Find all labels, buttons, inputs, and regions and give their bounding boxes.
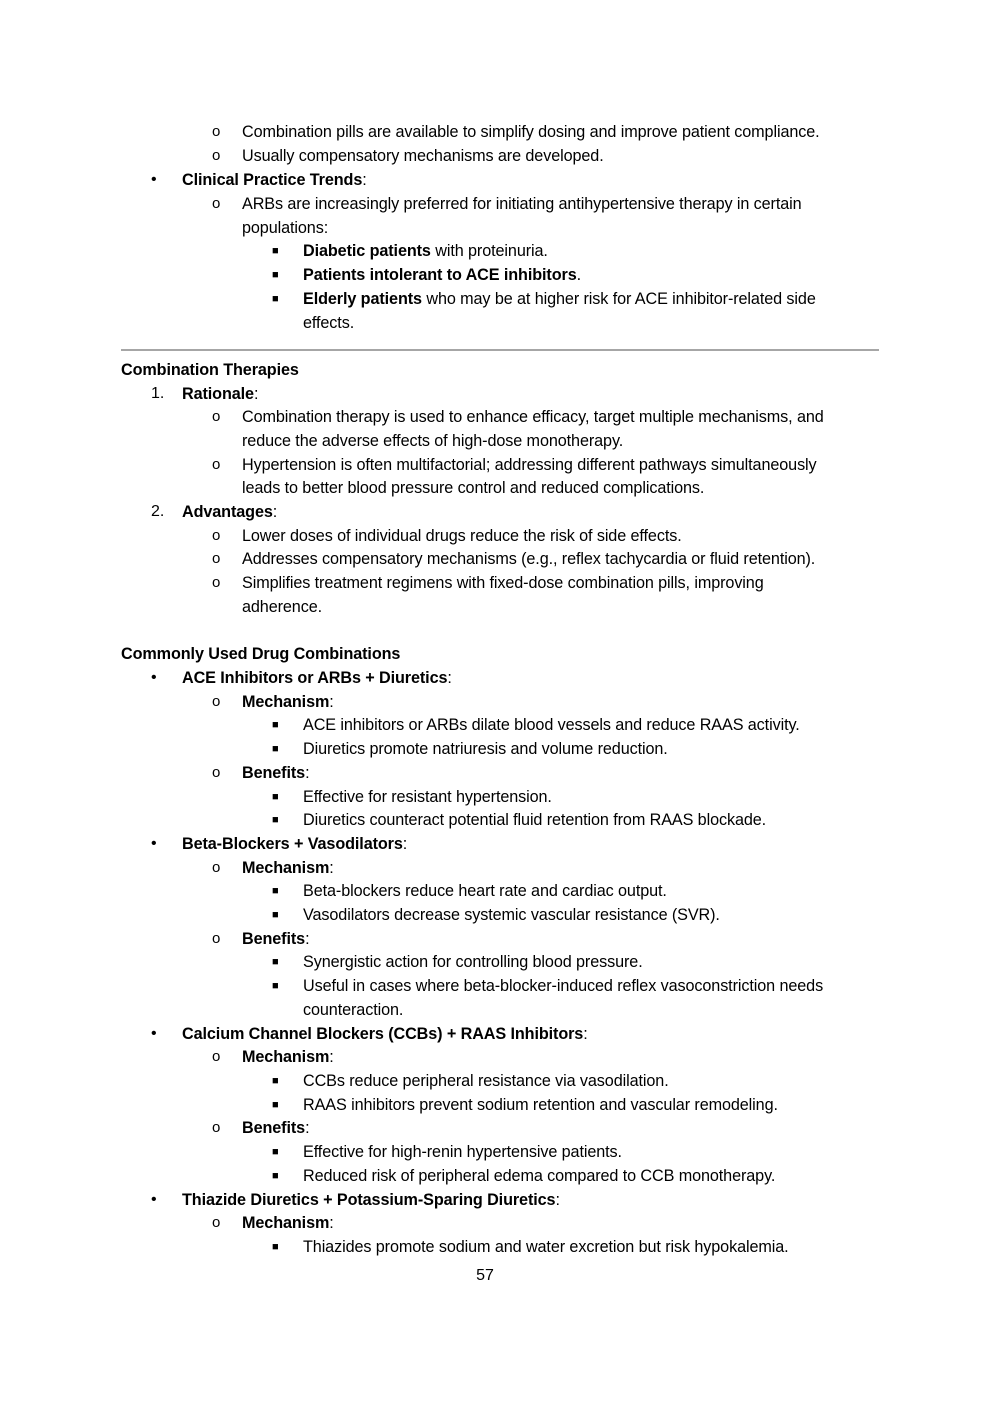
bullet-square: ■: [272, 1170, 279, 1182]
benefit-item: Diuretics counteract potential fluid retention from RAAS blockade.: [303, 811, 767, 829]
rationale-line: leads to better blood pressure control and reduced complications.: [242, 479, 705, 497]
intro-item: Combination pills are available to simplify dosing and improve patient compliance.: [242, 123, 820, 141]
bullet-circle: o: [212, 764, 221, 781]
benefits-heading: Benefits:: [242, 764, 310, 782]
bullet-circle: o: [212, 550, 221, 567]
trends-heading: [182, 170, 367, 190]
trends-item-continuation: effects.: [303, 314, 355, 332]
mechanism-heading: Mechanism:: [242, 1048, 334, 1066]
mechanism-item: Vasodilators decrease systemic vascular resistance (SVR).: [303, 906, 720, 924]
bullet-circle: o: [212, 1119, 221, 1136]
benefits-heading: Benefits:: [242, 930, 310, 948]
bullet-circle: o: [212, 527, 221, 544]
combination-title: Beta-Blockers + Vasodilators:: [182, 835, 408, 853]
page-number: 57: [476, 1267, 494, 1284]
advantages-line: Simplifies treatment regimens with fixed-dose combination pills, improving: [242, 574, 764, 592]
bullet-square: ■: [272, 1075, 279, 1087]
bullet-square: ■: [272, 1146, 279, 1158]
rationale-label: Rationale: [182, 385, 254, 403]
bullet-square: ■: [272, 814, 279, 826]
benefit-item: Effective for high-renin hypertensive patients.: [303, 1143, 622, 1161]
bullet-square: ■: [272, 1099, 279, 1111]
bullet-dot: •: [151, 1191, 157, 1208]
bullet-square: ■: [272, 909, 279, 921]
mechanism-heading: Mechanism:: [242, 1214, 334, 1232]
bullet-square: ■: [272, 245, 279, 257]
section-heading: Combination Therapies: [121, 361, 299, 379]
benefit-item: Effective for resistant hypertension.: [303, 788, 552, 806]
section-divider: [121, 349, 879, 351]
bullet-circle: o: [212, 147, 221, 164]
trends-item: [303, 241, 548, 261]
trends-item-bold: Patients intolerant to ACE inhibitors: [303, 266, 577, 284]
bullet-dot: •: [151, 669, 157, 686]
bullet-square: ■: [272, 1241, 279, 1253]
rationale-heading: Rationale:: [182, 385, 259, 403]
trends-sub-line: ARBs are increasingly preferred for initiating antihypertensive therapy in certain: [242, 195, 802, 213]
bullet-square: ■: [272, 743, 279, 755]
bullet-square: ■: [272, 719, 279, 731]
benefit-item: Synergistic action for controlling blood pressure.: [303, 953, 643, 971]
bullet-circle: o: [212, 195, 221, 212]
combination-title: Thiazide Diuretics + Potassium-Sparing Diuretics:: [182, 1191, 560, 1209]
bullet-circle: o: [212, 859, 221, 876]
trends-item-rest: with proteinuria.: [430, 242, 548, 260]
benefit-item: Useful in cases where beta-blocker-induced reflex vasoconstriction needs: [303, 977, 824, 995]
mechanism-item: Beta-blockers reduce heart rate and cardiac output.: [303, 882, 667, 900]
bullet-circle: o: [212, 1214, 221, 1231]
mechanism-heading: Mechanism:: [242, 859, 334, 877]
bullet-square: ■: [272, 293, 279, 305]
advantages-line: Addresses compensatory mechanisms (e.g., reflex tachycardia or fluid retention).: [242, 550, 816, 568]
bullet-circle: o: [212, 693, 221, 710]
intro-item: Usually compensatory mechanisms are developed.: [242, 147, 604, 165]
bullet-dot: •: [151, 171, 157, 188]
trends-colon: :: [362, 171, 367, 189]
mechanism-item: CCBs reduce peripheral resistance via vasodilation.: [303, 1072, 669, 1090]
combination-title: Calcium Channel Blockers (CCBs) + RAAS Inhibitors:: [182, 1025, 588, 1043]
bullet-circle: o: [212, 930, 221, 947]
benefit-item: Reduced risk of peripheral edema compared to CCB monotherapy.: [303, 1167, 776, 1185]
mechanism-item: Thiazides promote sodium and water excretion but risk hypokalemia.: [303, 1238, 789, 1256]
mechanism-item: Diuretics promote natriuresis and volume reduction.: [303, 740, 668, 758]
mechanism-heading: Mechanism:: [242, 693, 334, 711]
benefit-item-continuation: counteraction.: [303, 1001, 404, 1019]
trends-item-bold: Elderly patients: [303, 290, 422, 308]
trends-label: Clinical Practice Trends: [182, 171, 363, 189]
trends-item: [303, 289, 816, 309]
advantages-heading: Advantages:: [182, 503, 278, 521]
advantages-label: Advantages: [182, 503, 273, 521]
trends-item-rest: who may be at higher risk for ACE inhibitor-related side: [421, 290, 816, 308]
bullet-square: ■: [272, 885, 279, 897]
trends-sub-line: populations:: [242, 219, 329, 237]
bullet-circle: o: [212, 456, 221, 473]
trends-item-bold: Diabetic patients: [303, 242, 431, 260]
advantages-line: adherence.: [242, 598, 323, 616]
bullet-circle: o: [212, 408, 221, 425]
benefits-heading: Benefits:: [242, 1119, 310, 1137]
rationale-line: Combination therapy is used to enhance efficacy, target multiple mechanisms, and: [242, 408, 824, 426]
bullet-circle: o: [212, 574, 221, 591]
bullet-dot: •: [151, 1025, 157, 1042]
trends-item: [303, 265, 581, 285]
bullet-square: ■: [272, 980, 279, 992]
bullet-dot: •: [151, 835, 157, 852]
bullet-square: ■: [272, 956, 279, 968]
bullet-circle: o: [212, 123, 221, 140]
combination-title: ACE Inhibitors or ARBs + Diuretics:: [182, 669, 452, 687]
advantages-line: Lower doses of individual drugs reduce the risk of side effects.: [242, 527, 682, 545]
list-number: 2.: [151, 503, 165, 520]
bullet-square: ■: [272, 791, 279, 803]
rationale-line: reduce the adverse effects of high-dose monotherapy.: [242, 432, 624, 450]
mechanism-item: ACE inhibitors or ARBs dilate blood vessels and reduce RAAS activity.: [303, 716, 800, 734]
list-number: 1.: [151, 385, 165, 402]
section-heading: Commonly Used Drug Combinations: [121, 645, 401, 663]
rationale-line: Hypertension is often multifactorial; addressing different pathways simultaneously: [242, 456, 817, 474]
trends-item-rest: .: [576, 266, 582, 284]
mechanism-item: RAAS inhibitors prevent sodium retention and vascular remodeling.: [303, 1096, 778, 1114]
bullet-circle: o: [212, 1048, 221, 1065]
bullet-square: ■: [272, 269, 279, 281]
